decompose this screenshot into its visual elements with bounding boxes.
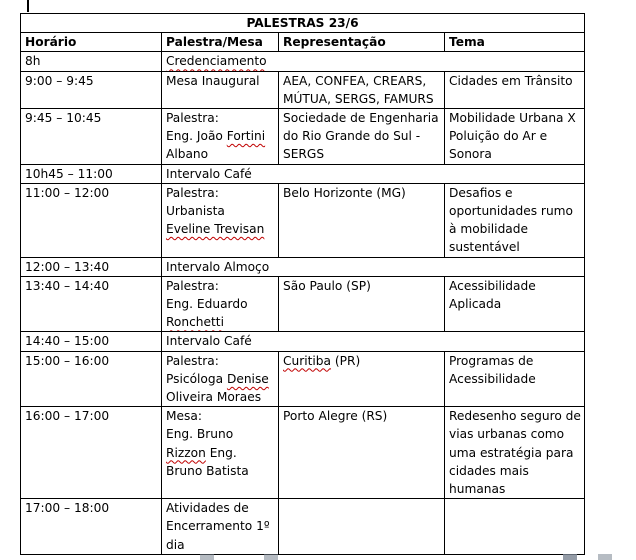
cell-representation <box>279 183 445 257</box>
cell-theme <box>445 351 585 407</box>
cell-theme <box>445 109 585 165</box>
talk-word-misspelled: Rizzon <box>166 445 206 460</box>
rep-word: (PR) <box>334 353 361 368</box>
cell-talk <box>162 351 279 407</box>
rep-line: do Rio Grande do Sul - <box>283 129 421 144</box>
cell-talk <box>162 499 279 555</box>
talk-line: Palestra: <box>166 185 219 200</box>
table-title: PALESTRAS 23/6 <box>21 14 585 33</box>
cell-representation <box>279 109 445 165</box>
talk-line: Oliveira Moraes <box>166 390 262 405</box>
theme-line: vias urbanas como <box>449 427 565 442</box>
talk-line <box>166 370 274 388</box>
theme-line: oportunidades rumo <box>449 204 573 219</box>
cell-time: 13:40 – 14:40 <box>21 276 162 332</box>
cell-representation <box>279 407 445 499</box>
header-talk: Palestra/Mesa <box>162 33 279 52</box>
theme-line: Aplicada <box>449 297 502 312</box>
table-row <box>21 52 585 71</box>
schedule-table <box>20 13 585 555</box>
theme-line: sustentável <box>449 240 520 255</box>
theme-line: Poluição do Ar e <box>449 129 548 144</box>
cell-talk <box>162 109 279 165</box>
cell-talk: Intervalo Café <box>162 164 585 183</box>
talk-line <box>166 220 274 238</box>
cell-theme <box>445 71 585 108</box>
rep-line: São Paulo (SP) <box>283 278 371 293</box>
header-row <box>21 33 585 52</box>
cell-time: 9:45 – 10:45 <box>21 109 162 165</box>
talk-line: Mesa: <box>166 409 202 424</box>
table-row <box>21 109 585 165</box>
rep-line: Sociedade de Engenharia <box>283 111 439 126</box>
cell-time: 10h45 – 11:00 <box>21 164 162 183</box>
talk-line <box>166 313 274 331</box>
table-title-row <box>21 14 585 33</box>
talk-word-misspelled: Eveline Trevisan <box>166 222 265 237</box>
cell-talk <box>162 52 585 71</box>
taskbar-app-icon[interactable] <box>200 554 214 560</box>
rep-word-misspelled: Curitiba <box>283 353 332 368</box>
header-representation: Representação <box>279 33 445 52</box>
talk-word: Eng. João <box>166 129 223 144</box>
theme-line: Desafios e <box>449 185 513 200</box>
taskbar-strip <box>0 552 636 560</box>
cell-theme <box>445 499 585 555</box>
rep-line <box>283 352 440 370</box>
theme-line: Programas de <box>449 353 534 368</box>
talk-line: Palestra: <box>166 111 219 126</box>
cell-time: 16:00 – 17:00 <box>21 407 162 499</box>
talk-line: Atividades de <box>166 501 249 516</box>
cell-talk <box>162 407 279 499</box>
talk-line: Eng. Eduardo <box>166 297 248 312</box>
cell-time: 12:00 – 13:40 <box>21 257 162 276</box>
theme-line: uma estratégia para <box>449 445 574 460</box>
theme-line: Cidades em Trânsito <box>449 73 573 88</box>
theme-line: Mobilidade Urbana X <box>449 111 576 126</box>
cell-representation <box>279 351 445 407</box>
theme-line: humanas <box>449 482 506 497</box>
cell-time: 9:00 – 9:45 <box>21 71 162 108</box>
taskbar-app-icon[interactable] <box>264 554 278 560</box>
talk-line: Eng. Bruno <box>166 427 234 442</box>
talk-line <box>166 127 274 145</box>
cell-talk: Intervalo Café <box>162 332 585 351</box>
cell-talk: Mesa Inaugural <box>162 71 279 108</box>
rep-line: SERGS <box>283 147 325 162</box>
table-row <box>21 164 585 183</box>
table-row <box>21 351 585 407</box>
theme-line: Sonora <box>449 147 492 162</box>
table-row <box>21 499 585 555</box>
cell-time: 11:00 – 12:00 <box>21 183 162 257</box>
cell-theme <box>445 276 585 332</box>
cell-theme <box>445 407 585 499</box>
taskbar-app-icon[interactable] <box>598 554 612 560</box>
theme-line: Acessibilidade <box>449 371 536 386</box>
header-theme: Tema <box>445 33 585 52</box>
cell-theme <box>445 183 585 257</box>
talk-line: Palestra: <box>166 278 219 293</box>
cell-representation <box>279 499 445 555</box>
theme-line: à mobilidade <box>449 222 529 237</box>
table-row <box>21 257 585 276</box>
talk-line: Encerramento 1º <box>166 519 270 534</box>
cell-talk <box>162 183 279 257</box>
cell-time: 15:00 – 16:00 <box>21 351 162 407</box>
cell-time: 17:00 – 18:00 <box>21 499 162 555</box>
text-cursor <box>27 0 29 12</box>
talk-line: Albano <box>166 147 209 162</box>
cell-time: 14:40 – 15:00 <box>21 332 162 351</box>
cell-talk <box>162 276 279 332</box>
talk-line: Urbanista <box>166 204 225 219</box>
rep-line: MÚTUA, SERGS, FAMURS <box>283 91 434 106</box>
header-time: Horário <box>21 33 162 52</box>
table-row <box>21 276 585 332</box>
talk-line: Bruno Batista <box>166 463 249 478</box>
talk-word: Psicóloga <box>166 371 224 386</box>
table-row <box>21 71 585 108</box>
rep-line: AEA, CONFEA, CREARS, <box>283 73 427 88</box>
cell-time: 8h <box>21 52 162 71</box>
talk-line: dia <box>166 537 185 552</box>
talk-line <box>166 444 274 462</box>
theme-line: Acessibilidade <box>449 278 536 293</box>
talk-word: Eng. <box>209 445 237 460</box>
table-row <box>21 407 585 499</box>
cell-representation <box>279 71 445 108</box>
theme-line: cidades mais <box>449 463 529 478</box>
talk-word-misspelled: Fortini <box>226 129 266 144</box>
taskbar-app-icon[interactable] <box>563 554 577 560</box>
talk-word-misspelled: Denise <box>226 371 269 386</box>
talk-line: Palestra: <box>166 353 219 368</box>
cell-representation <box>279 276 445 332</box>
table-row <box>21 183 585 257</box>
talk-word-misspelled: Ronchetti <box>166 315 224 330</box>
cell-talk: Intervalo Almoço <box>162 257 585 276</box>
cell-talk-text: Credenciamento <box>166 54 267 69</box>
theme-line: Redesenho seguro de <box>449 409 581 424</box>
table-row <box>21 332 585 351</box>
rep-line: Belo Horizonte (MG) <box>283 185 406 200</box>
rep-line: Porto Alegre (RS) <box>283 409 388 424</box>
